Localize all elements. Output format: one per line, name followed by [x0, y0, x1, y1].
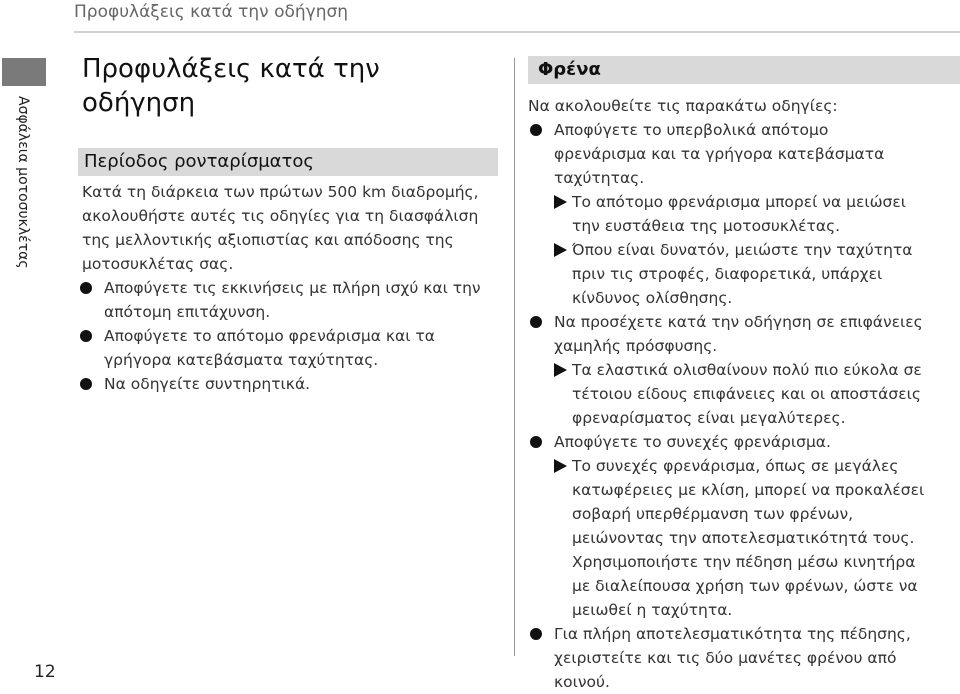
text-line: Το συνεχές φρενάρισμα, όπως σε μεγάλες	[572, 457, 899, 475]
text-line: κίνδυνος ολίσθησης.	[572, 289, 733, 307]
text-line: με διαλείπουσα χρήση των φρένων, ώστε να	[572, 577, 918, 595]
text-line: κοινού.	[554, 673, 610, 691]
bullet-item	[78, 324, 498, 372]
bullet-dot-icon	[530, 436, 542, 448]
bullet-dot-icon	[530, 316, 542, 328]
sub-item	[554, 238, 960, 310]
bullet-item	[528, 118, 960, 190]
text-line: Να οδηγείτε συντηρητικά.	[104, 375, 311, 393]
left-column	[78, 52, 498, 396]
text-line: της μελλοντικής αξιοπιστίας και απόδοσης της	[82, 231, 454, 249]
sub-item	[554, 190, 960, 238]
text-line: Αποφύγετε το συνεχές φρενάρισμα.	[554, 433, 831, 451]
side-tab-block	[2, 58, 46, 86]
page-title-line: Προφυλάξεις κατά την	[82, 54, 380, 84]
text-line: Αποφύγετε το απότομο φρενάρισμα και τα	[104, 327, 435, 345]
text-line: την ευστάθεια της μοτοσυκλέτας.	[572, 217, 841, 235]
text-line: τέτοιου είδους επιφάνειες και οι αποστάσεις	[572, 385, 921, 403]
text-line: Όπου είναι δυνατόν, μειώστε την ταχύτητα	[572, 241, 913, 259]
section-heading-break-in: Περίοδος ρονταρίσματος	[78, 148, 498, 176]
text-line: πριν τις στροφές, διαφορετικά, υπάρχει	[572, 265, 883, 283]
text-line: Να προσέχετε κατά την οδήγηση σε επιφάνειες	[554, 313, 923, 331]
section-heading-brakes: Φρένα	[528, 56, 960, 84]
bullet-item	[528, 622, 960, 694]
bullet-item	[528, 310, 960, 358]
page-title-line: οδήγηση	[82, 88, 196, 118]
bullet-item	[528, 430, 960, 454]
text-line: απότομη επιτάχυνση.	[104, 303, 271, 321]
side-tab-label: Ασφάλεια μοτοσυκλέτας	[15, 96, 31, 269]
arrow-right-icon	[554, 195, 567, 209]
bullet-dot-icon	[80, 378, 92, 390]
text-line: Για πλήρη αποτελεσματικότητα της πέδησης,	[554, 625, 911, 643]
bullet-dot-icon	[530, 628, 542, 640]
text-line: Το απότομο φρενάρισμα μπορεί να μειώσει	[572, 193, 907, 211]
text-line: φρενάρισμα και τα γρήγορα κατεβάσματα	[554, 145, 885, 163]
bullet-dot-icon	[530, 124, 542, 136]
text-line: μειώνοντας την αποτελεσματικότητά τους.	[572, 529, 915, 547]
text-line: ταχύτητας.	[554, 169, 645, 187]
bullet-dot-icon	[80, 282, 92, 294]
text-line: Τα ελαστικά ολισθαίνουν πολύ πιο εύκολα σε	[572, 361, 922, 379]
bullet-list	[78, 276, 498, 396]
bullet-dot-icon	[80, 330, 92, 342]
sub-item	[554, 358, 960, 430]
intro-paragraph	[82, 180, 498, 276]
text-line: γρήγορα κατεβάσματα ταχύτητας.	[104, 351, 379, 369]
page-title	[82, 52, 498, 120]
arrow-right-icon	[554, 363, 567, 377]
text-line: χειριστείτε και τις δύο μανέτες φρένου από	[554, 649, 897, 667]
text-line: μειωθεί η ταχύτητα.	[572, 601, 733, 619]
arrow-right-icon	[554, 459, 567, 473]
text-line: Αποφύγετε το υπερβολικά απότομο	[554, 121, 829, 139]
page-number: 12	[34, 662, 56, 682]
text-line: ακολουθήστε αυτές τις οδηγίες για τη διασφάλιση	[82, 207, 479, 225]
sub-item	[554, 454, 960, 550]
text-line: σοβαρή υπερθέρμανση των φρένων,	[572, 505, 854, 523]
right-column	[528, 56, 960, 694]
brakes-intro: Να ακολουθείτε τις παρακάτω οδηγίες:	[528, 97, 838, 115]
sub-item-continuation	[572, 550, 960, 622]
bullet-item	[78, 372, 498, 396]
bullet-item	[78, 276, 498, 324]
column-divider	[514, 58, 515, 656]
text-line: μοτοσυκλέτας σας.	[82, 255, 234, 273]
header-rule	[74, 31, 960, 33]
running-header: Προφυλάξεις κατά την οδήγηση	[74, 2, 349, 22]
text-line: χαμηλής πρόσφυσης.	[554, 337, 718, 355]
text-line: φρεναρίσματος είναι μεγαλύτερες.	[572, 409, 846, 427]
text-line: κατωφέρειες με κλίση, μπορεί να προκαλέσει	[572, 481, 925, 499]
arrow-right-icon	[554, 243, 567, 257]
text-line: Αποφύγετε τις εκκινήσεις με πλήρη ισχύ και την	[104, 279, 481, 297]
text-line: Κατά τη διάρκεια των πρώτων 500 km διαδρομής,	[82, 183, 479, 201]
text-line: Χρησιμοποιήστε την πέδηση μέσω κινητήρα	[572, 553, 916, 571]
